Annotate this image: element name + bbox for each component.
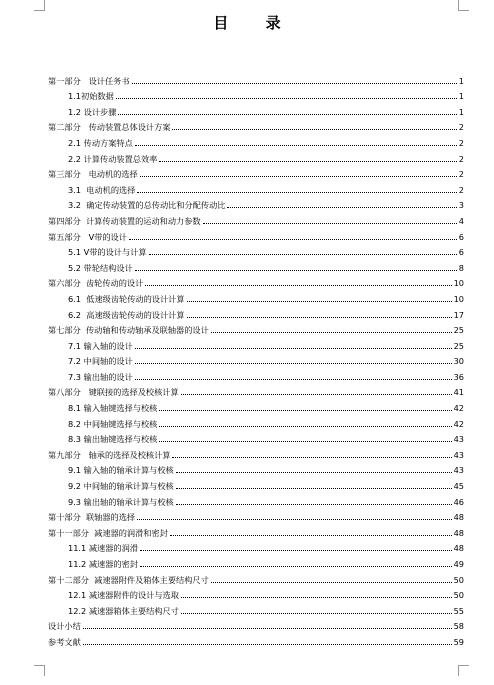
toc-page-number: 10 — [453, 293, 464, 304]
toc-entry-label — [68, 294, 185, 304]
toc-entry-label — [48, 169, 138, 179]
toc-page-number: 4 — [458, 215, 464, 226]
toc-dot-leader — [181, 394, 452, 395]
toc-page-number: 6 — [458, 231, 464, 242]
toc-subentry[interactable] — [48, 397, 464, 413]
toc-entry-title: 高速级齿轮传动的设计计算 — [86, 309, 185, 320]
toc-entry-gap — [81, 122, 89, 132]
toc-entry-title: 输入轴的设计 — [83, 340, 133, 351]
toc-page-number: 43 — [453, 465, 464, 476]
toc-entry-title: 中间轴的设计 — [83, 356, 133, 367]
toc-entry-label — [68, 434, 157, 444]
toc-page-number: 2 — [458, 184, 464, 195]
toc-dot-leader — [132, 83, 457, 84]
toc-page-number: 48 — [453, 527, 464, 538]
toc-entry-number: 11.2 — [68, 559, 87, 569]
toc-entry-number: 9.3 — [68, 496, 82, 507]
toc-entry[interactable] — [48, 507, 464, 523]
toc-dot-leader — [116, 98, 457, 99]
toc-page-number: 49 — [453, 559, 464, 569]
toc-dot-leader — [140, 566, 452, 567]
toc-entry-title: 输入轴键选择与校核 — [83, 403, 158, 414]
toc-entry-number: 7.2 — [68, 356, 82, 367]
toc-dot-leader — [137, 192, 456, 193]
toc-entry-label — [68, 465, 174, 475]
toc-dot-leader — [159, 441, 451, 442]
toc-subentry[interactable] — [48, 86, 464, 102]
toc-dot-leader — [187, 317, 452, 318]
toc-dot-leader — [227, 207, 456, 208]
toc-entry-label — [48, 216, 201, 226]
toc-subentry[interactable] — [48, 288, 464, 304]
toc-entry-title: 减速器的润滑 — [88, 543, 138, 554]
toc-subentry[interactable] — [48, 132, 464, 148]
toc-entry-label — [68, 497, 174, 507]
toc-dot-leader — [140, 550, 452, 551]
toc-entry-number: 第六部分 — [48, 278, 81, 289]
toc-entry-number: 3.1 — [68, 184, 82, 195]
toc-entry-label — [68, 310, 185, 320]
toc-entry-title: 设计步骤 — [83, 106, 117, 117]
toc-page-number: 48 — [453, 543, 464, 554]
toc-entry-label — [48, 122, 170, 132]
toc-page-number: 2 — [458, 169, 464, 180]
toc-entry-label — [48, 278, 143, 288]
toc-entry[interactable] — [48, 226, 464, 242]
toc-entry-number: 8.3 — [68, 434, 82, 445]
toc-dot-leader — [159, 161, 456, 162]
toc-entry-label — [68, 91, 114, 101]
page-corner-mark-top-right — [458, 0, 469, 11]
toc-dot-leader — [129, 239, 457, 240]
toc-page-number: 50 — [453, 590, 464, 601]
toc-entry-label — [68, 543, 138, 553]
toc-entry-number: 第十二部分 — [48, 574, 89, 585]
toc-subentry[interactable] — [48, 585, 464, 601]
toc-entry-number: 12.2 — [68, 605, 87, 616]
toc-subentry[interactable] — [48, 242, 464, 258]
toc-page-number: 1 — [458, 75, 464, 86]
toc-entry[interactable] — [48, 522, 464, 538]
toc-entry-number: 第十一部分 — [48, 527, 89, 538]
toc-entry-number: 第四部分 — [48, 215, 81, 226]
toc-entry-number: 第八部分 — [48, 387, 81, 398]
toc-page-number: 46 — [453, 496, 464, 507]
toc-dot-leader — [135, 379, 452, 380]
toc-entry-gap — [81, 76, 89, 86]
toc-entry-title: 减速器箱体主要结构尺寸 — [88, 605, 179, 616]
toc-entry-number: 9.2 — [68, 481, 82, 492]
page-title: 目 录 — [213, 14, 297, 32]
toc-entry-title: 低速级齿轮传动的设计计算 — [86, 293, 185, 304]
toc-entry-number: 第十部分 — [48, 512, 81, 523]
toc-entry-gap — [81, 169, 89, 179]
toc-page-number: 3 — [458, 200, 464, 211]
toc-dot-leader — [135, 270, 457, 271]
toc-entry[interactable] — [48, 444, 464, 460]
toc-dot-leader — [140, 176, 457, 177]
toc-entry[interactable] — [48, 320, 464, 336]
toc-entry-title: 设计任务书 — [88, 75, 130, 86]
toc-entry-label — [68, 559, 138, 569]
toc-entry-label — [48, 528, 168, 538]
toc-page-number: 45 — [453, 481, 464, 492]
toc-entry-number: 第九部分 — [48, 449, 81, 460]
toc-entry-title: 减速器的润滑和密封 — [94, 527, 168, 538]
toc-entry-label — [68, 590, 179, 600]
toc-entry-label — [68, 185, 135, 195]
toc-page-number: 55 — [453, 605, 464, 616]
toc-entry-label — [48, 325, 209, 335]
toc-page-number: 8 — [458, 262, 464, 273]
toc-dot-leader — [83, 644, 452, 645]
toc-entry-title: 轴承的选择及校核计算 — [88, 449, 171, 460]
toc-page-number: 2 — [458, 153, 464, 164]
toc-entry-title: 减速器的密封 — [88, 559, 138, 569]
toc-subentry[interactable] — [48, 553, 464, 569]
toc-entry-title: 输入轴的轴承计算与校核 — [83, 465, 174, 476]
toc-dot-leader — [135, 363, 452, 364]
toc-subentry[interactable] — [48, 600, 464, 616]
toc-page-number: 59 — [453, 636, 464, 647]
toc-entry-number: 8.2 — [68, 418, 82, 429]
toc-entry-title: 联轴器的选择 — [85, 512, 136, 523]
toc-entry-number: 第一部分 — [48, 75, 81, 86]
toc-entry-label — [68, 107, 116, 117]
toc-entry-number: 6.1 — [68, 293, 82, 304]
toc-entry-title: 齿轮传动的设计 — [85, 278, 144, 289]
toc-dot-leader — [145, 285, 451, 286]
toc-entry-label — [68, 419, 157, 429]
toc-entry-number: 7.1 — [68, 340, 82, 351]
toc-subentry[interactable] — [48, 101, 464, 117]
toc-entry-label — [68, 356, 133, 366]
toc-page-number: 50 — [453, 574, 464, 585]
toc-entry-label — [68, 481, 174, 491]
toc-dot-leader — [176, 488, 452, 489]
toc-page-number: 58 — [453, 621, 464, 632]
toc-entry-label — [68, 247, 147, 257]
toc-entry-label — [48, 621, 81, 631]
toc-dot-leader — [181, 597, 452, 598]
toc-entry-title: V带的设计 — [88, 231, 127, 242]
toc-dot-leader — [135, 348, 452, 349]
toc-entry-title: 输出轴键选择与校核 — [83, 434, 158, 445]
toc-subentry[interactable] — [48, 257, 464, 273]
toc-entry-title: 减速器附件的设计与选取 — [88, 590, 179, 601]
toc-dot-leader — [170, 535, 452, 536]
toc-dot-leader — [159, 426, 451, 427]
toc-entry-label — [68, 154, 157, 164]
toc-entry-number: 12.1 — [68, 590, 87, 601]
toc-entry-title: 键联接的选择及校核计算 — [88, 387, 179, 398]
toc-entry-title: 带轮结构设计 — [83, 262, 133, 273]
toc-entry[interactable] — [48, 164, 464, 180]
toc-entry-label — [48, 575, 209, 585]
toc-page-number: 43 — [453, 449, 464, 460]
toc-page-number: 17 — [453, 309, 464, 320]
toc-entry-title: 设计小结 — [48, 621, 81, 632]
toc-page-number: 1 — [458, 106, 464, 117]
toc-dot-leader — [149, 254, 457, 255]
toc-page-number: 41 — [453, 387, 464, 398]
toc-entry-title: 中间轴键选择与校核 — [83, 418, 158, 429]
toc-page-number: 43 — [453, 434, 464, 445]
toc-entry-number: 第七部分 — [48, 325, 81, 336]
toc-entry-label — [68, 341, 133, 351]
toc-entry-label — [68, 606, 179, 616]
toc-entry-number: 7.3 — [68, 371, 82, 382]
toc-entry-gap — [81, 450, 89, 460]
toc-entry-label — [68, 263, 133, 273]
toc-dot-leader — [118, 114, 456, 115]
toc-entry-title: 输出轴的轴承计算与校核 — [83, 496, 174, 507]
toc-entry-title: 传动轴和传动轴承及联轴器的设计 — [85, 325, 209, 336]
toc-dot-leader — [211, 582, 452, 583]
toc-dot-leader — [83, 628, 452, 629]
page-corner-mark-bottom-left — [34, 665, 45, 676]
toc-entry-number: 2.2 — [68, 153, 82, 164]
toc-entry-title: 输出轴的设计 — [83, 371, 133, 382]
toc-dot-leader — [176, 504, 452, 505]
toc-entry-label — [48, 450, 170, 460]
toc-entry-label — [68, 138, 133, 148]
toc-page-number: 6 — [458, 247, 464, 258]
toc-entry-number: 9.1 — [68, 465, 82, 476]
toc-entry-number: 11.1 — [68, 543, 87, 554]
toc-subentry[interactable] — [48, 335, 464, 351]
toc-dot-leader — [181, 613, 452, 614]
toc-dot-leader — [172, 457, 451, 458]
toc-dot-leader — [137, 519, 451, 520]
toc-entry-label — [48, 232, 127, 242]
toc-dot-leader — [172, 129, 456, 130]
toc-entry-title: 中间轴的轴承计算与校核 — [83, 481, 174, 492]
toc-subentry[interactable] — [48, 538, 464, 554]
toc-entry-label — [48, 512, 135, 522]
toc-entry-title: 确定传动装置的总传动比和分配传动比 — [86, 200, 226, 211]
toc-entry-title: 电动机的选择 — [86, 184, 136, 195]
toc-entry-number: 8.1 — [68, 403, 82, 414]
toc-dot-leader — [176, 472, 452, 473]
toc-subentry[interactable] — [48, 179, 464, 195]
toc-entry-gap — [81, 387, 89, 397]
toc-entry-title: V带的设计与计算 — [83, 247, 147, 258]
toc-entry-title: 传动方案特点 — [83, 137, 133, 148]
toc-page-number: 25 — [453, 340, 464, 351]
toc-entry-label — [68, 200, 225, 210]
toc-subentry[interactable] — [48, 460, 464, 476]
toc-page-number: 1 — [458, 91, 464, 102]
toc-page-number: 10 — [453, 278, 464, 289]
toc-entry-label — [48, 76, 130, 86]
toc-dot-leader — [187, 301, 452, 302]
toc-entry-title: 电动机的选择 — [88, 169, 138, 180]
toc-subentry[interactable] — [48, 429, 464, 445]
page-corner-mark-top-left — [34, 0, 45, 11]
toc-entry-number: 1.1 — [68, 91, 82, 102]
toc-entry[interactable] — [48, 631, 464, 647]
toc-entry-number: 6.2 — [68, 309, 82, 320]
toc-entry[interactable] — [48, 569, 464, 585]
toc-entry-title: 传动装置总体设计方案 — [88, 122, 171, 133]
table-of-contents — [48, 70, 464, 647]
toc-page-number: 30 — [453, 356, 464, 367]
toc-entry[interactable] — [48, 616, 464, 632]
page-corner-mark-bottom-right — [458, 665, 469, 676]
toc-entry-number: 1.2 — [68, 106, 82, 117]
toc-entry-number: 2.1 — [68, 137, 82, 148]
toc-page-number: 42 — [453, 403, 464, 414]
toc-entry-label — [68, 403, 157, 413]
toc-entry[interactable] — [48, 70, 464, 86]
toc-subentry[interactable] — [48, 413, 464, 429]
toc-entry-title: 计算传动装置的运动和动力参数 — [85, 215, 201, 226]
toc-dot-leader — [135, 145, 457, 146]
toc-entry-number: 5.1 — [68, 247, 82, 258]
toc-entry[interactable] — [48, 273, 464, 289]
toc-subentry[interactable] — [48, 195, 464, 211]
toc-subentry[interactable] — [48, 351, 464, 367]
toc-dot-leader — [211, 332, 452, 333]
toc-page-number: 48 — [453, 512, 464, 523]
toc-entry-title: 参考文献 — [48, 636, 81, 647]
toc-entry-number: 第二部分 — [48, 122, 81, 133]
toc-page-number: 2 — [458, 122, 464, 133]
toc-dot-leader — [159, 410, 451, 411]
toc-subentry[interactable] — [48, 148, 464, 164]
toc-page-number: 2 — [458, 137, 464, 148]
toc-dot-leader — [203, 223, 457, 224]
toc-entry-title: 初始数据 — [81, 91, 114, 102]
toc-subentry[interactable] — [48, 475, 464, 491]
toc-page-number: 25 — [453, 325, 464, 336]
toc-subentry[interactable] — [48, 366, 464, 382]
toc-entry[interactable] — [48, 210, 464, 226]
toc-entry-label — [68, 372, 133, 382]
toc-entry-number: 第三部分 — [48, 169, 81, 180]
toc-entry[interactable] — [48, 117, 464, 133]
toc-subentry[interactable] — [48, 491, 464, 507]
toc-entry-title: 减速器附件及箱体主要结构尺寸 — [94, 574, 209, 585]
toc-entry[interactable] — [48, 382, 464, 398]
toc-subentry[interactable] — [48, 304, 464, 320]
toc-entry-number: 5.2 — [68, 262, 82, 273]
toc-page-number: 36 — [453, 371, 464, 382]
toc-entry-title: 计算传动装置总效率 — [83, 153, 158, 164]
toc-entry-label — [48, 387, 179, 397]
toc-entry-number: 第五部分 — [48, 231, 81, 242]
toc-entry-number: 3.2 — [68, 200, 82, 211]
toc-entry-label — [48, 637, 81, 647]
toc-entry-gap — [81, 232, 89, 242]
toc-page-number: 42 — [453, 418, 464, 429]
